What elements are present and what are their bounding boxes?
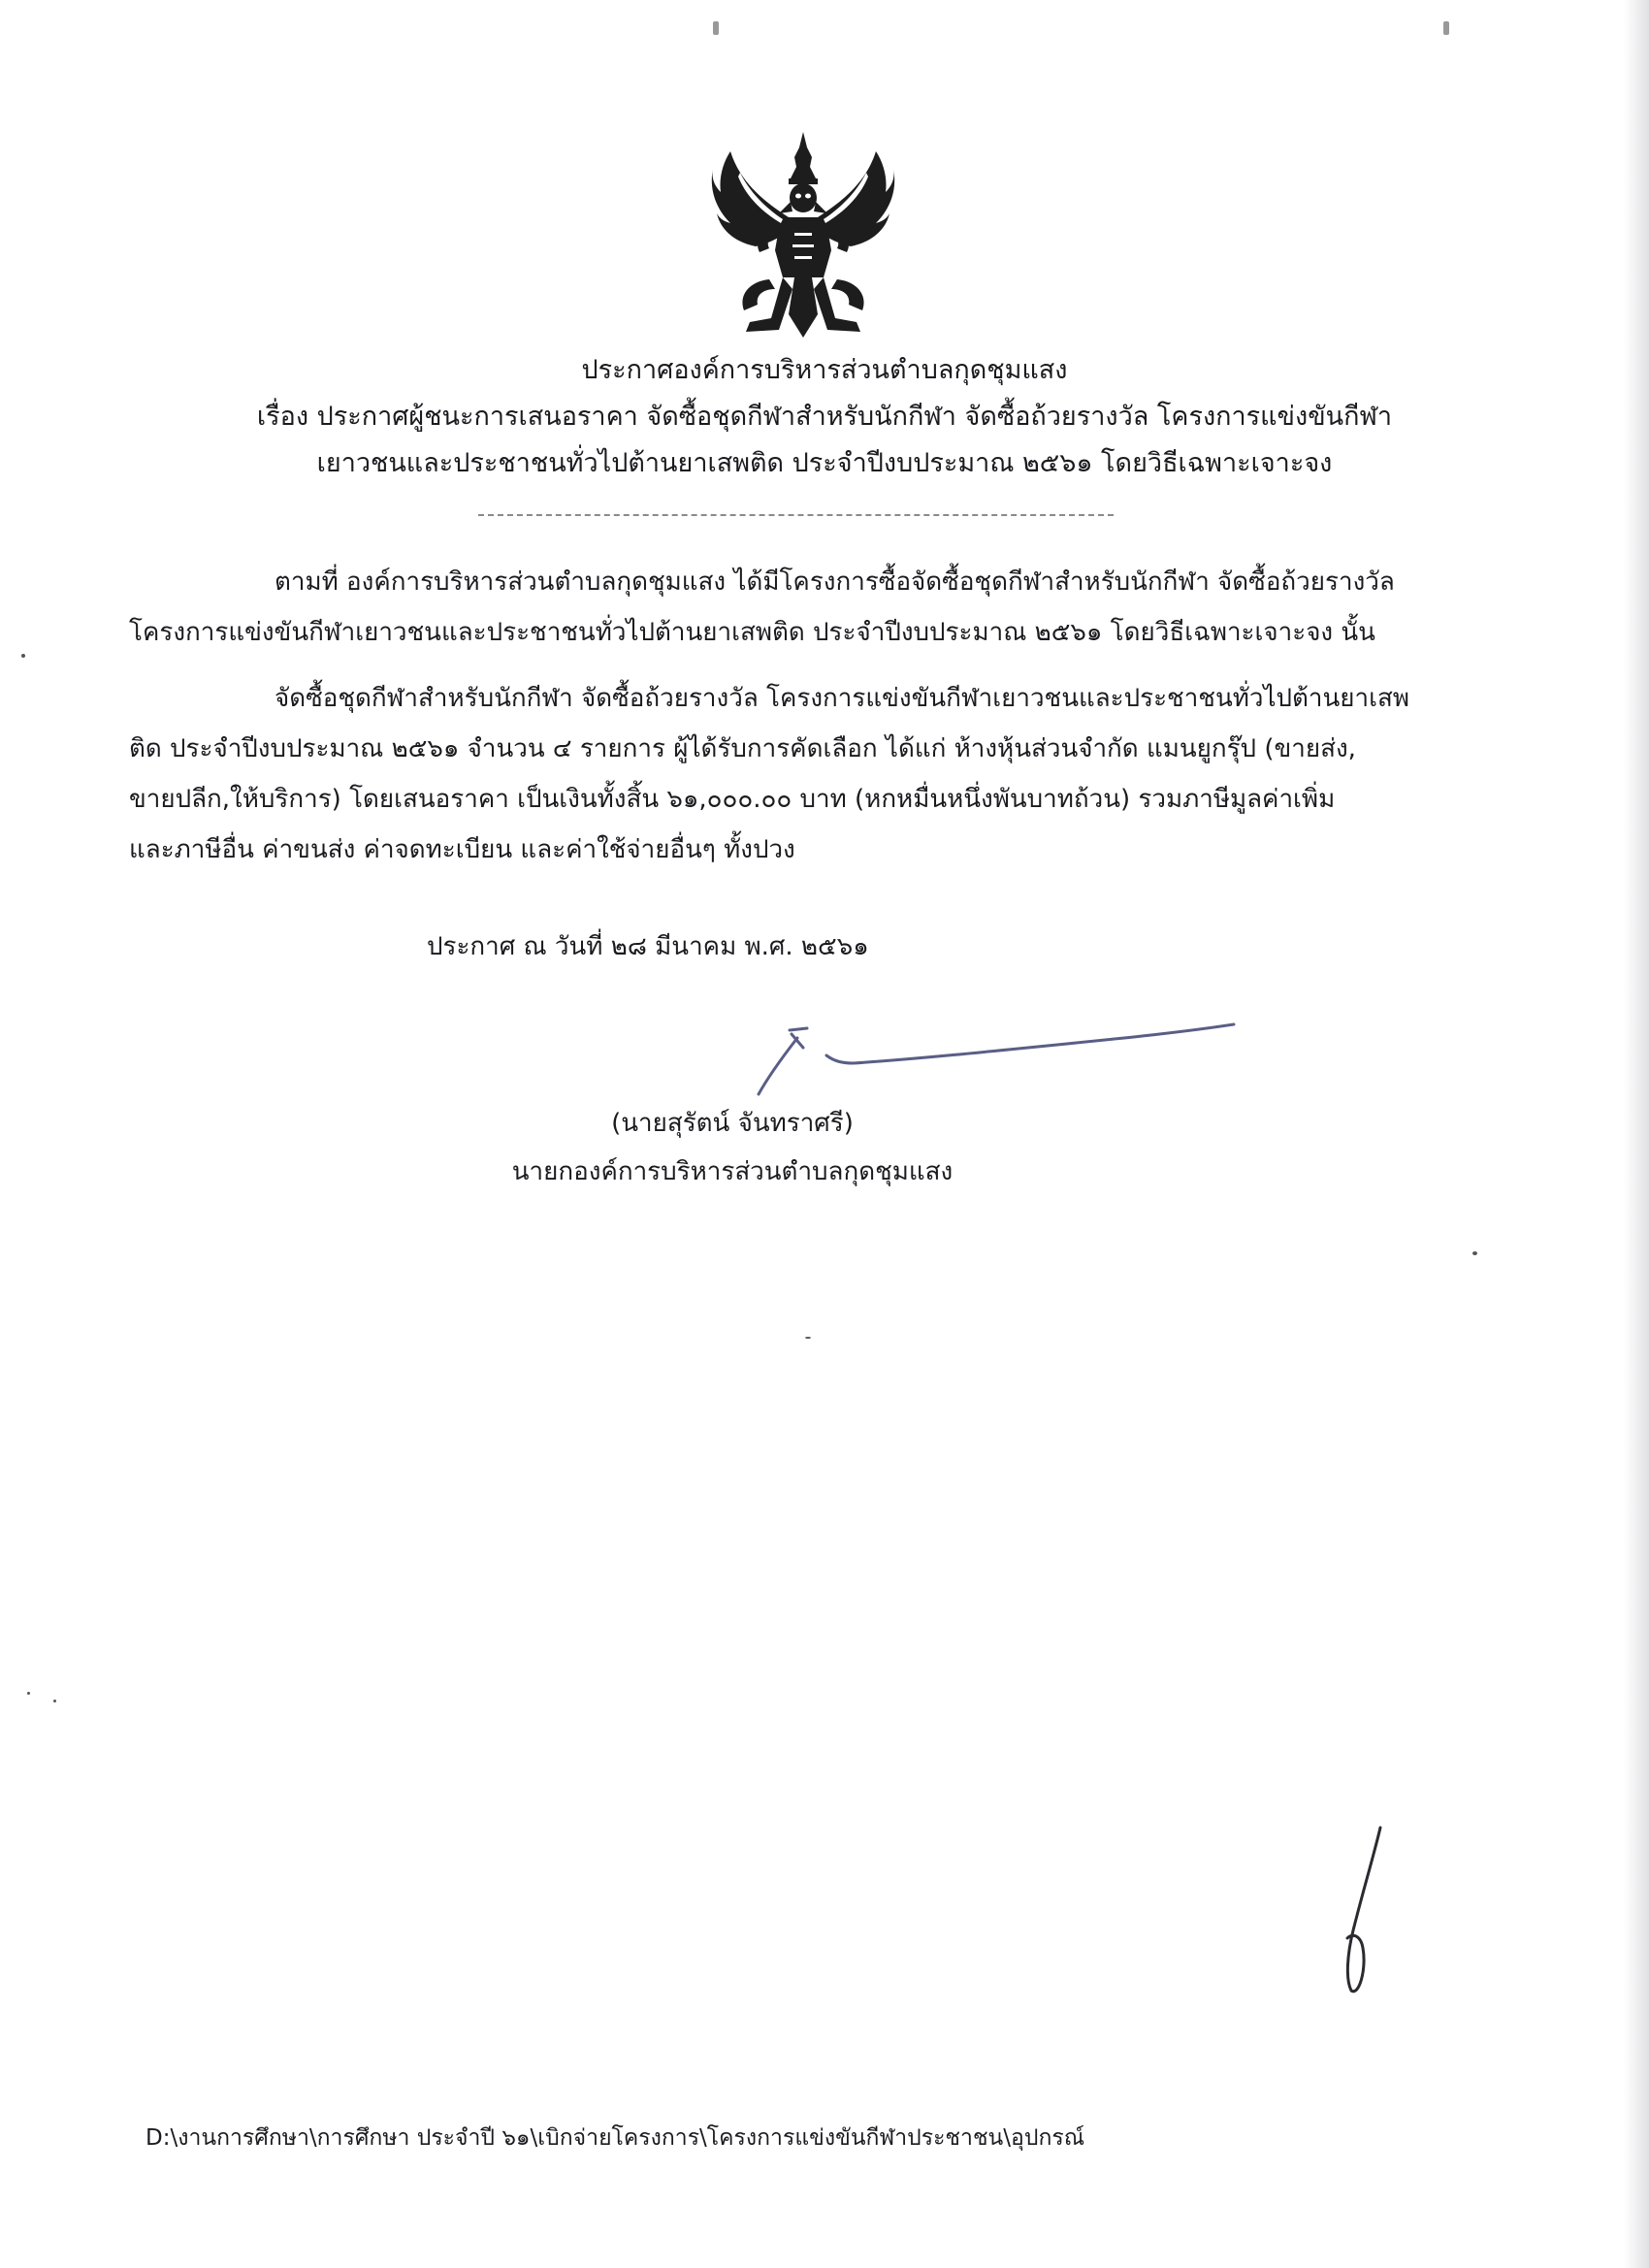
scan-speck — [21, 654, 25, 658]
handwritten-initial — [1324, 1824, 1411, 1998]
garuda-emblem-icon — [711, 124, 895, 347]
signatory-position: นายกองค์การบริหารส่วนตำบลกุดชุมแสง — [511, 1157, 954, 1186]
scan-edge-shadow — [1624, 0, 1649, 2268]
file-path-footer: D:\งานการศึกษา\การศึกษา ประจำปี ๖๑\เบิกจ่ายโครงการ\โครงการแข่งขันกีฬาประชาชน\อุปกรณ์ — [146, 2125, 1085, 2151]
paragraph-2-line-1: จัดซื้อชุดกีฬาสำหรับนักกีฬา จัดซื้อถ้วยรางวัล โครงการแข่งขันกีฬาเยาวชนและประชาชนทั่วไปต้านยาเสพ — [275, 684, 1410, 713]
paragraph-2-line-2: ติด ประจำปีงบประมาณ ๒๕๖๑ จำนวน ๔ รายการ ผู้ได้รับการคัดเลือก ได้แก่ ห้างหุ้นส่วนจำกัด แมนยูกรุ๊ป (ขายส่ง, — [129, 734, 1356, 763]
signatory-name: (นายสุรัตน์ จันทราศรี) — [611, 1109, 854, 1138]
announcement-title: ประกาศองค์การบริหารส่วนตำบลกุดชุมแสง — [581, 355, 1068, 385]
paragraph-1 — [129, 557, 1458, 658]
handwritten-signature — [757, 999, 1242, 1106]
paragraph-1-line-2: โครงการแข่งขันกีฬาเยาวชนและประชาชนทั่วไปต้านยาเสพติด ประจำปีงบประมาณ ๒๕๖๑ โดยวิธีเฉพาะเจาะจง นั้น — [129, 618, 1375, 647]
paragraph-2-line-4: และภาษีอื่น ค่าขนส่ง ค่าจดทะเบียน และค่าใช้จ่ายอื่นๆ ทั้งปวง — [129, 835, 795, 864]
scan-speck — [27, 1692, 30, 1695]
announcement-subject-line-1: เรื่อง ประกาศผู้ชนะการเสนอราคา จัดซื้อชุดกีฬาสำหรับนักกีฬา จัดซื้อถ้วยรางวัล โครงการแข่งขันกีฬา — [256, 402, 1393, 432]
paragraph-2-line-3: ขายปลีก,ให้บริการ) โดยเสนอราคา เป็นเงินทั้งสิ้น ๖๑,๐๐๐.๐๐ บาท (หกหมื่นหนึ่งพันบาทถ้วน) รวมภาษีมูลค่าเพิ่ม — [129, 785, 1336, 814]
scan-speck — [713, 21, 719, 35]
scan-speck — [53, 1700, 56, 1702]
heading-divider — [478, 514, 1114, 516]
scan-speck — [1472, 1251, 1477, 1255]
scan-speck — [1443, 21, 1449, 35]
paragraph-1-line-1: ตามที่ องค์การบริหารส่วนตำบลกุดชุมแสง ได้มีโครงการซื้อจัดซื้อชุดกีฬาสำหรับนักกีฬา จัดซื้อถ้วยรางวัล — [275, 567, 1395, 597]
announcement-subject-line-2: เยาวชนและประชาชนทั่วไปต้านยาเสพติด ประจำปีงบประมาณ ๒๕๖๑ โดยวิธีเฉพาะเจาะจง — [316, 448, 1333, 478]
announcement-date: ประกาศ ณ วันที่ ๒๘ มีนาคม พ.ศ. ๒๕๖๑ — [427, 932, 869, 961]
scan-speck — [805, 1337, 811, 1339]
paragraph-2 — [129, 673, 1458, 875]
